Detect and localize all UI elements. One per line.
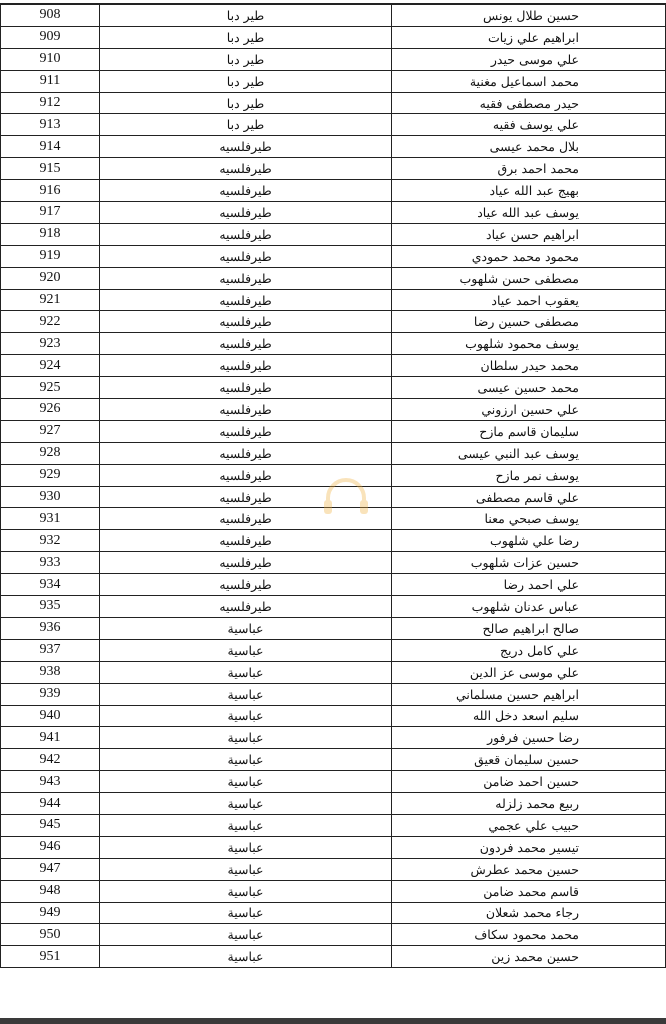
name-cell: يوسف محمود شلهوب xyxy=(391,333,666,354)
row-number: 922 xyxy=(0,311,99,332)
row-number: 946 xyxy=(0,837,99,858)
name-cell: محمد احمد برق xyxy=(391,158,666,179)
name-cell: علي موسى عز الدين xyxy=(391,662,666,683)
row-number: 933 xyxy=(0,552,99,573)
village-cell: طيرفلسيه xyxy=(99,311,391,332)
table-row xyxy=(0,114,666,136)
village-cell: طير دبا xyxy=(99,71,391,92)
name-cell: حيدر مصطفى فقيه xyxy=(391,93,666,114)
village-cell: عباسية xyxy=(99,618,391,639)
village-cell: عباسية xyxy=(99,706,391,727)
village-cell: طيرفلسيه xyxy=(99,158,391,179)
name-cell: ابراهيم علي زيات xyxy=(391,27,666,48)
village-cell: طير دبا xyxy=(99,5,391,26)
village-cell: طيرفلسيه xyxy=(99,224,391,245)
village-cell: طيرفلسيه xyxy=(99,290,391,311)
row-number: 917 xyxy=(0,202,99,223)
name-cell: علي حسين ارزوني xyxy=(391,399,666,420)
table-row xyxy=(0,749,666,771)
row-number: 912 xyxy=(0,93,99,114)
village-cell: طيرفلسيه xyxy=(99,355,391,376)
village-cell: طيرفلسيه xyxy=(99,180,391,201)
village-cell: عباسية xyxy=(99,749,391,770)
village-cell: طير دبا xyxy=(99,114,391,135)
table-row xyxy=(0,574,666,596)
row-number: 941 xyxy=(0,727,99,748)
name-cell: حبيب علي عجمي xyxy=(391,815,666,836)
row-number: 921 xyxy=(0,290,99,311)
table-row xyxy=(0,662,666,684)
name-cell: سليمان قاسم مازح xyxy=(391,421,666,442)
village-cell: عباسية xyxy=(99,881,391,902)
row-number: 929 xyxy=(0,465,99,486)
village-cell: طيرفلسيه xyxy=(99,574,391,595)
table-row xyxy=(0,837,666,859)
table-row xyxy=(0,924,666,946)
row-number: 943 xyxy=(0,771,99,792)
table-row xyxy=(0,443,666,465)
name-cell: علي كامل دريج xyxy=(391,640,666,661)
bottom-edge-bar xyxy=(0,1018,666,1024)
village-cell: طير دبا xyxy=(99,27,391,48)
name-cell: يوسف نمر مازح xyxy=(391,465,666,486)
row-number: 919 xyxy=(0,246,99,267)
row-number: 927 xyxy=(0,421,99,442)
row-number: 909 xyxy=(0,27,99,48)
table-row xyxy=(0,246,666,268)
village-cell: عباسية xyxy=(99,727,391,748)
row-number: 911 xyxy=(0,71,99,92)
table-row xyxy=(0,793,666,815)
name-cell: رضا حسين فرفور xyxy=(391,727,666,748)
row-number: 914 xyxy=(0,136,99,157)
table-row xyxy=(0,552,666,574)
headphones-icon xyxy=(322,476,370,518)
row-number: 924 xyxy=(0,355,99,376)
table-row xyxy=(0,202,666,224)
village-cell: طيرفلسيه xyxy=(99,246,391,267)
table-row xyxy=(0,815,666,837)
village-cell: طيرفلسيه xyxy=(99,487,391,508)
name-cell: حسين عزات شلهوب xyxy=(391,552,666,573)
row-number: 923 xyxy=(0,333,99,354)
table-row xyxy=(0,399,666,421)
table-row xyxy=(0,530,666,552)
row-number: 926 xyxy=(0,399,99,420)
name-cell: ابراهيم حسين مسلماني xyxy=(391,684,666,705)
name-cell: محمود محمد حمودي xyxy=(391,246,666,267)
village-cell: عباسية xyxy=(99,903,391,924)
name-cell: قاسم محمد ضامن xyxy=(391,881,666,902)
row-number: 939 xyxy=(0,684,99,705)
name-cell: تيسير محمد فردون xyxy=(391,837,666,858)
row-number: 951 xyxy=(0,946,99,967)
village-cell: طيرفلسيه xyxy=(99,333,391,354)
name-cell: علي يوسف فقيه xyxy=(391,114,666,135)
row-number: 934 xyxy=(0,574,99,595)
name-cell: ابراهيم حسن عياد xyxy=(391,224,666,245)
village-cell: طيرفلسيه xyxy=(99,552,391,573)
name-cell: رجاء محمد شعلان xyxy=(391,903,666,924)
name-cell: محمد حيدر سلطان xyxy=(391,355,666,376)
name-cell: محمد اسماعيل مغنية xyxy=(391,71,666,92)
row-number: 915 xyxy=(0,158,99,179)
row-number: 938 xyxy=(0,662,99,683)
row-number: 935 xyxy=(0,596,99,617)
village-cell: طير دبا xyxy=(99,49,391,70)
row-number: 908 xyxy=(0,5,99,26)
row-number: 944 xyxy=(0,793,99,814)
row-number: 932 xyxy=(0,530,99,551)
table-row xyxy=(0,421,666,443)
village-cell: عباسية xyxy=(99,859,391,880)
village-cell: طيرفلسيه xyxy=(99,377,391,398)
table-row xyxy=(0,771,666,793)
name-cell: مصطفى حسن شلهوب xyxy=(391,268,666,289)
village-cell: عباسية xyxy=(99,837,391,858)
name-cell: علي احمد رضا xyxy=(391,574,666,595)
name-cell: عباس عدنان شلهوب xyxy=(391,596,666,617)
table-row xyxy=(0,881,666,903)
name-cell: صالح ابراهيم صالح xyxy=(391,618,666,639)
table-row xyxy=(0,640,666,662)
row-number: 950 xyxy=(0,924,99,945)
table-row xyxy=(0,180,666,202)
row-number: 940 xyxy=(0,706,99,727)
table-row xyxy=(0,290,666,312)
village-cell: عباسية xyxy=(99,924,391,945)
row-number: 937 xyxy=(0,640,99,661)
village-cell: طيرفلسيه xyxy=(99,399,391,420)
name-cell: بهيج عبد الله عياد xyxy=(391,180,666,201)
table-row xyxy=(0,377,666,399)
name-cell: يوسف عبد النبي عيسى xyxy=(391,443,666,464)
row-number: 949 xyxy=(0,903,99,924)
village-cell: طيرفلسيه xyxy=(99,202,391,223)
village-cell: طير دبا xyxy=(99,93,391,114)
village-cell: طيرفلسيه xyxy=(99,508,391,529)
table-row xyxy=(0,136,666,158)
table-row xyxy=(0,268,666,290)
village-cell: طيرفلسيه xyxy=(99,136,391,157)
name-cell: علي قاسم مصطفى xyxy=(391,487,666,508)
village-cell: عباسية xyxy=(99,640,391,661)
table-row xyxy=(0,93,666,115)
table-row xyxy=(0,311,666,333)
table-row xyxy=(0,224,666,246)
village-cell: عباسية xyxy=(99,793,391,814)
row-number: 945 xyxy=(0,815,99,836)
table-row xyxy=(0,158,666,180)
village-cell: عباسية xyxy=(99,946,391,967)
row-number: 916 xyxy=(0,180,99,201)
table-row xyxy=(0,355,666,377)
name-cell: علي موسى حيدر xyxy=(391,49,666,70)
village-cell: عباسية xyxy=(99,684,391,705)
village-cell: طيرفلسيه xyxy=(99,465,391,486)
table-row xyxy=(0,71,666,93)
row-number: 948 xyxy=(0,881,99,902)
table-row xyxy=(0,618,666,640)
name-cell: حسين محمد عطرش xyxy=(391,859,666,880)
table-row xyxy=(0,684,666,706)
name-cell: حسين طلال يونس xyxy=(391,5,666,26)
table-row xyxy=(0,859,666,881)
name-cell: محمد حسين عيسى xyxy=(391,377,666,398)
name-cell: حسين سليمان قعيق xyxy=(391,749,666,770)
village-cell: طيرفلسيه xyxy=(99,530,391,551)
village-cell: عباسية xyxy=(99,815,391,836)
village-cell: طيرفلسيه xyxy=(99,268,391,289)
name-cell: محمد محمود سكاف xyxy=(391,924,666,945)
table-row xyxy=(0,27,666,49)
table-row xyxy=(0,333,666,355)
row-number: 925 xyxy=(0,377,99,398)
name-cell: مصطفى حسين رضا xyxy=(391,311,666,332)
name-cell: حسين احمد ضامن xyxy=(391,771,666,792)
village-cell: طيرفلسيه xyxy=(99,443,391,464)
table-row xyxy=(0,5,666,27)
village-cell: طيرفلسيه xyxy=(99,596,391,617)
table-row xyxy=(0,903,666,925)
row-number: 928 xyxy=(0,443,99,464)
name-cell: ربيع محمد زلزله xyxy=(391,793,666,814)
row-number: 920 xyxy=(0,268,99,289)
table-row xyxy=(0,49,666,71)
row-number: 931 xyxy=(0,508,99,529)
table-row xyxy=(0,946,666,968)
row-number: 936 xyxy=(0,618,99,639)
name-cell: سليم اسعد دخل الله xyxy=(391,706,666,727)
row-number: 918 xyxy=(0,224,99,245)
name-cell: يوسف عبد الله عياد xyxy=(391,202,666,223)
row-number: 913 xyxy=(0,114,99,135)
table-row xyxy=(0,596,666,618)
village-cell: عباسية xyxy=(99,662,391,683)
row-number: 947 xyxy=(0,859,99,880)
row-number: 930 xyxy=(0,487,99,508)
table-row xyxy=(0,727,666,749)
village-cell: عباسية xyxy=(99,771,391,792)
name-cell: بلال محمد عيسى xyxy=(391,136,666,157)
row-number: 942 xyxy=(0,749,99,770)
name-cell: يوسف صبحي معنا xyxy=(391,508,666,529)
name-cell: حسين محمد زين xyxy=(391,946,666,967)
name-cell: يعقوب احمد عياد xyxy=(391,290,666,311)
village-cell: طيرفلسيه xyxy=(99,421,391,442)
table-row xyxy=(0,706,666,728)
row-number: 910 xyxy=(0,49,99,70)
name-cell: رضا علي شلهوب xyxy=(391,530,666,551)
